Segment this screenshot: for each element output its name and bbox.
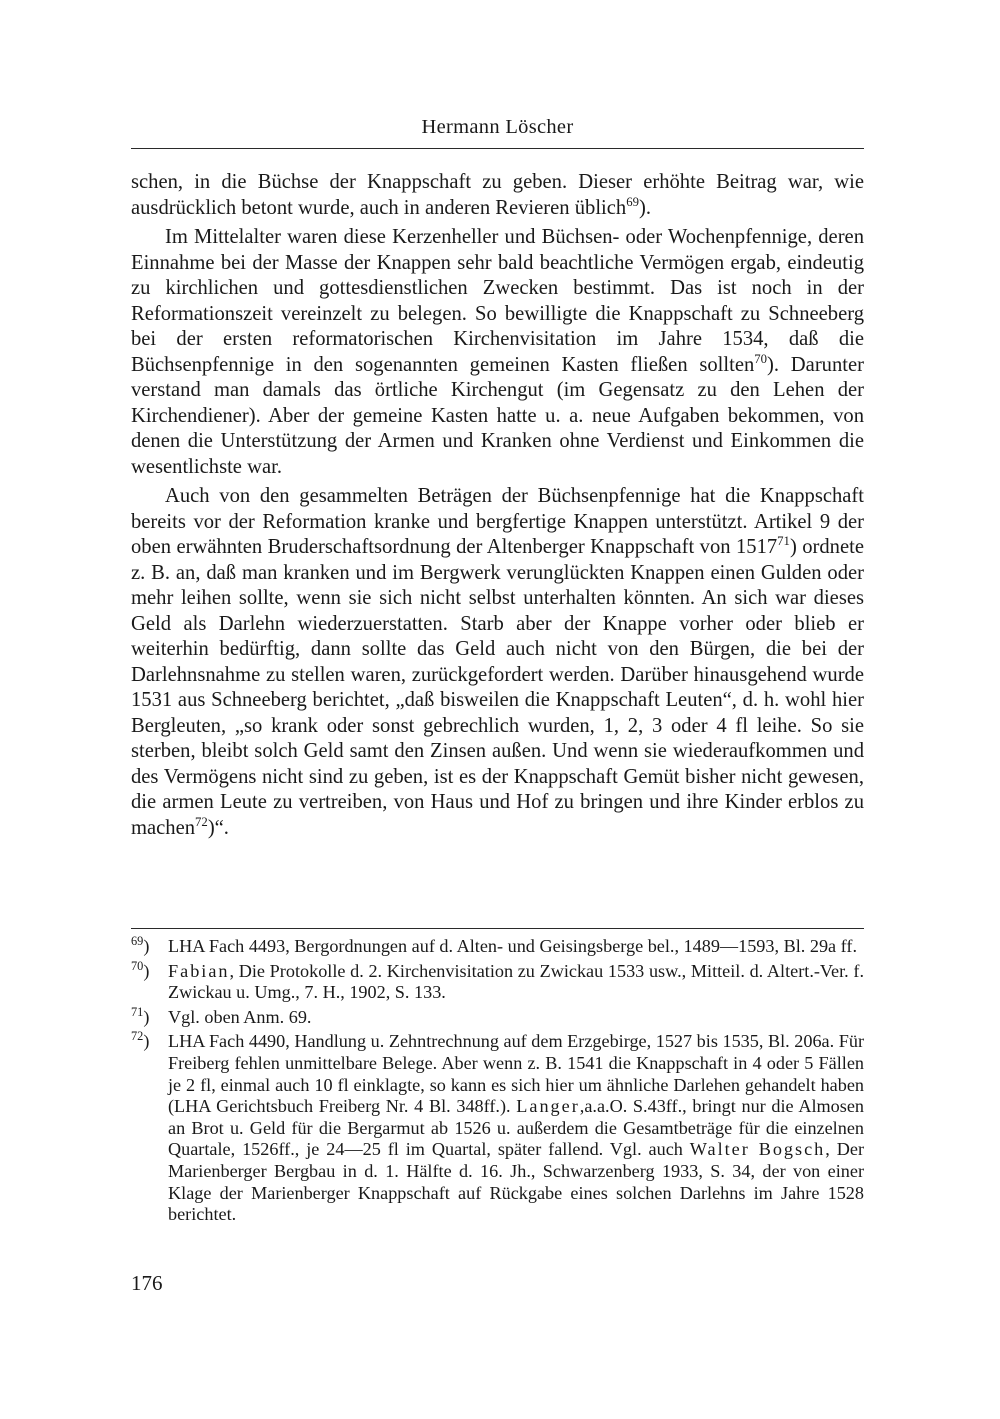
footnote-text-a: LHA Fach 4490, Handlung u. Zehntrechnung auf dem Erzgebirge, 1527 bis 1535, Bl. 206a. Für Freiberg fehlen unmittelbare Belege. Aber wenn z. B. 1541 die Knappschaft in 4 oder 5 Fällen je 2 fl, einmal auch 10 fl einklagte, so kann es sich hier um ähnliche Darlehen gehandelt haben (LHA Gerichtsbuch Freiberg Nr. 4 Bl. 348ff.). bbox=[168, 1031, 864, 1117]
footnotes bbox=[131, 933, 864, 1229]
paragraph-1-text-b: ). bbox=[638, 196, 651, 219]
footnote-author: Walter Bogsch bbox=[689, 1139, 826, 1160]
footnote-marker: $^{70}$) bbox=[131, 958, 150, 981]
footnote-72 bbox=[131, 1031, 864, 1225]
footnote-ref-71: 71 bbox=[777, 534, 790, 549]
footnote-marker: $^{72}$) bbox=[131, 1029, 150, 1052]
footnote-author: Fabian bbox=[168, 960, 230, 981]
main-text bbox=[131, 170, 864, 841]
footnote-71 bbox=[131, 1004, 864, 1029]
footnote-text: Vgl. oben Anm. 69. bbox=[168, 1006, 312, 1027]
footnote-ref-72: 72 bbox=[195, 814, 208, 829]
paragraph-1 bbox=[131, 170, 864, 221]
footnote-70 bbox=[131, 958, 864, 1004]
footnote-marker: $^{69}$) bbox=[131, 933, 150, 956]
footnote-number: 72 bbox=[131, 1029, 144, 1044]
footnote-ref-69: 69 bbox=[626, 194, 639, 209]
footnote-text-c: , Der Marienberger Bergbau in d. 1. Hälfte d. 16. Jh., Schwarzenberg 1933, S. 34, der von einer Klage der Marienberger Knappschaft auf Rückgabe eines solchen Darlehns im Jahre 1528 berichtet. bbox=[168, 1139, 864, 1225]
footnote-text: , Die Protokolle d. 2. Kirchenvisitation zu Zwickau 1533 usw., Mitteil. d. Altert.-Ver. f. Zwickau u. Umg., 7. H., 1902, S. 133. bbox=[168, 960, 864, 1003]
footnote-number: 70 bbox=[131, 958, 144, 973]
paragraph-2-text-b: ). Darunter verstand man damals das örtliche Kirchengut (im Gegensatz zu den Lehen der Kirchendiener). Aber der gemeine Kasten hatte u. a. neue Aufgaben bekommen, von denen die Unterstützung der Armen und Kranken ohne Verdienst und Einkommen die wesentlichste war. bbox=[131, 353, 864, 478]
page-number: 176 bbox=[131, 1271, 163, 1295]
footnote-number: 69 bbox=[131, 933, 144, 948]
paragraph-2 bbox=[131, 225, 864, 480]
footnote-ref-70: 70 bbox=[754, 351, 768, 366]
paragraph-3-text-c: )“. bbox=[207, 816, 229, 839]
footnote-number: 71 bbox=[131, 1004, 144, 1019]
paragraph-3-text-b: ) ordnete z. B. an, daß man kranken und im Bergwerk verunglückten Knappen einen Gulden oder mehr leihen sollte, wenn sie sich nicht selbst unterhalten könnten. An sich war dieses Geld als Darlehn wiederzuerstatten. Starb aber der Knappe vorher oder blieb er weiterhin bedürftig, dann sollte das Geld auch nicht von den Bürgen, die bei der Darlehnsnahme zu stellen waren, zurückgefordert werden. Darüber hinausgehend wurde 1531 aus Schneeberg berichtet, „daß bisweilen die Knappschaft Leuten“, d. h. wohl hier Bergleuten, „so krank oder sonst gebrechlich wurden, 1, 2, 3 oder 4 fl leihe. So sie sterben, bleibt solch Geld samt den Zinsen außen. Und wenn sie wiederaufkommen und des Vermögens nicht sind zu geben, ist es der Knappschaft Gemüt bisher nicht gewesen, die armen Leute zu vertreiben, von Haus und Hof zu bringen und ihre Kinder erblos zu machen bbox=[131, 536, 864, 839]
footnote-rule bbox=[131, 928, 864, 929]
paragraph-3 bbox=[131, 484, 864, 841]
footnote-author: Langer bbox=[516, 1096, 580, 1117]
footnote-69 bbox=[131, 933, 864, 958]
footnote-marker: $^{71}$) bbox=[131, 1004, 150, 1027]
paragraph-3-text-a: Auch von den gesammelten Beträgen der Büchsenpfennige hat die Knappschaft bereits vor der Reformation kranke und bergfertige Knappen unterstützt. Artikel 9 der oben erwähnten Bruderschaftsordnung der Altenberger Knappschaft von 1517 bbox=[131, 485, 864, 558]
footnote-text-b: ,a.a.O. S.43ff., bringt nur die Almosen an Brot u. Geld für die Bergarmut ab 1526 u. außerdem die Gesamtbeträge für die einzelnen Quartale, 1526ff., je 24—25 fl im Quartal, später fallend. Vgl. auch bbox=[168, 1096, 864, 1160]
paragraph-2-text-a: Im Mittelalter waren diese Kerzenheller und Büchsen- oder Wochenpfennige, deren Einnahme bei der Masse der Knappen sehr bald beachtliche Vermögen ergab, eindeutig zu kirchlichen und gottesdienstlichen Zwecken bestimmt. Das ist noch in der Reformationszeit vereinzelt zu belegen. So bewilligte die Knappschaft zu Schneeberg bei der ersten reformatorischen Kirchenvisitation im Jahre 1534, daß die Büchsenpfennige in den sogenannten gemeinen Kasten fließen sollten bbox=[131, 226, 864, 376]
running-head: Hermann Löscher bbox=[421, 116, 574, 138]
header-rule bbox=[131, 148, 864, 149]
paragraph-1-text-a: schen, in die Büchse der Knappschaft zu geben. Dieser erhöhte Beitrag war, wie ausdrücklich betont wurde, auch in anderen Revieren üblich bbox=[131, 171, 864, 219]
footnote-text: LHA Fach 4493, Bergordnungen auf d. Alten- und Geisingsberge bel., 1489—1593, Bl. 29a ff. bbox=[168, 936, 858, 956]
